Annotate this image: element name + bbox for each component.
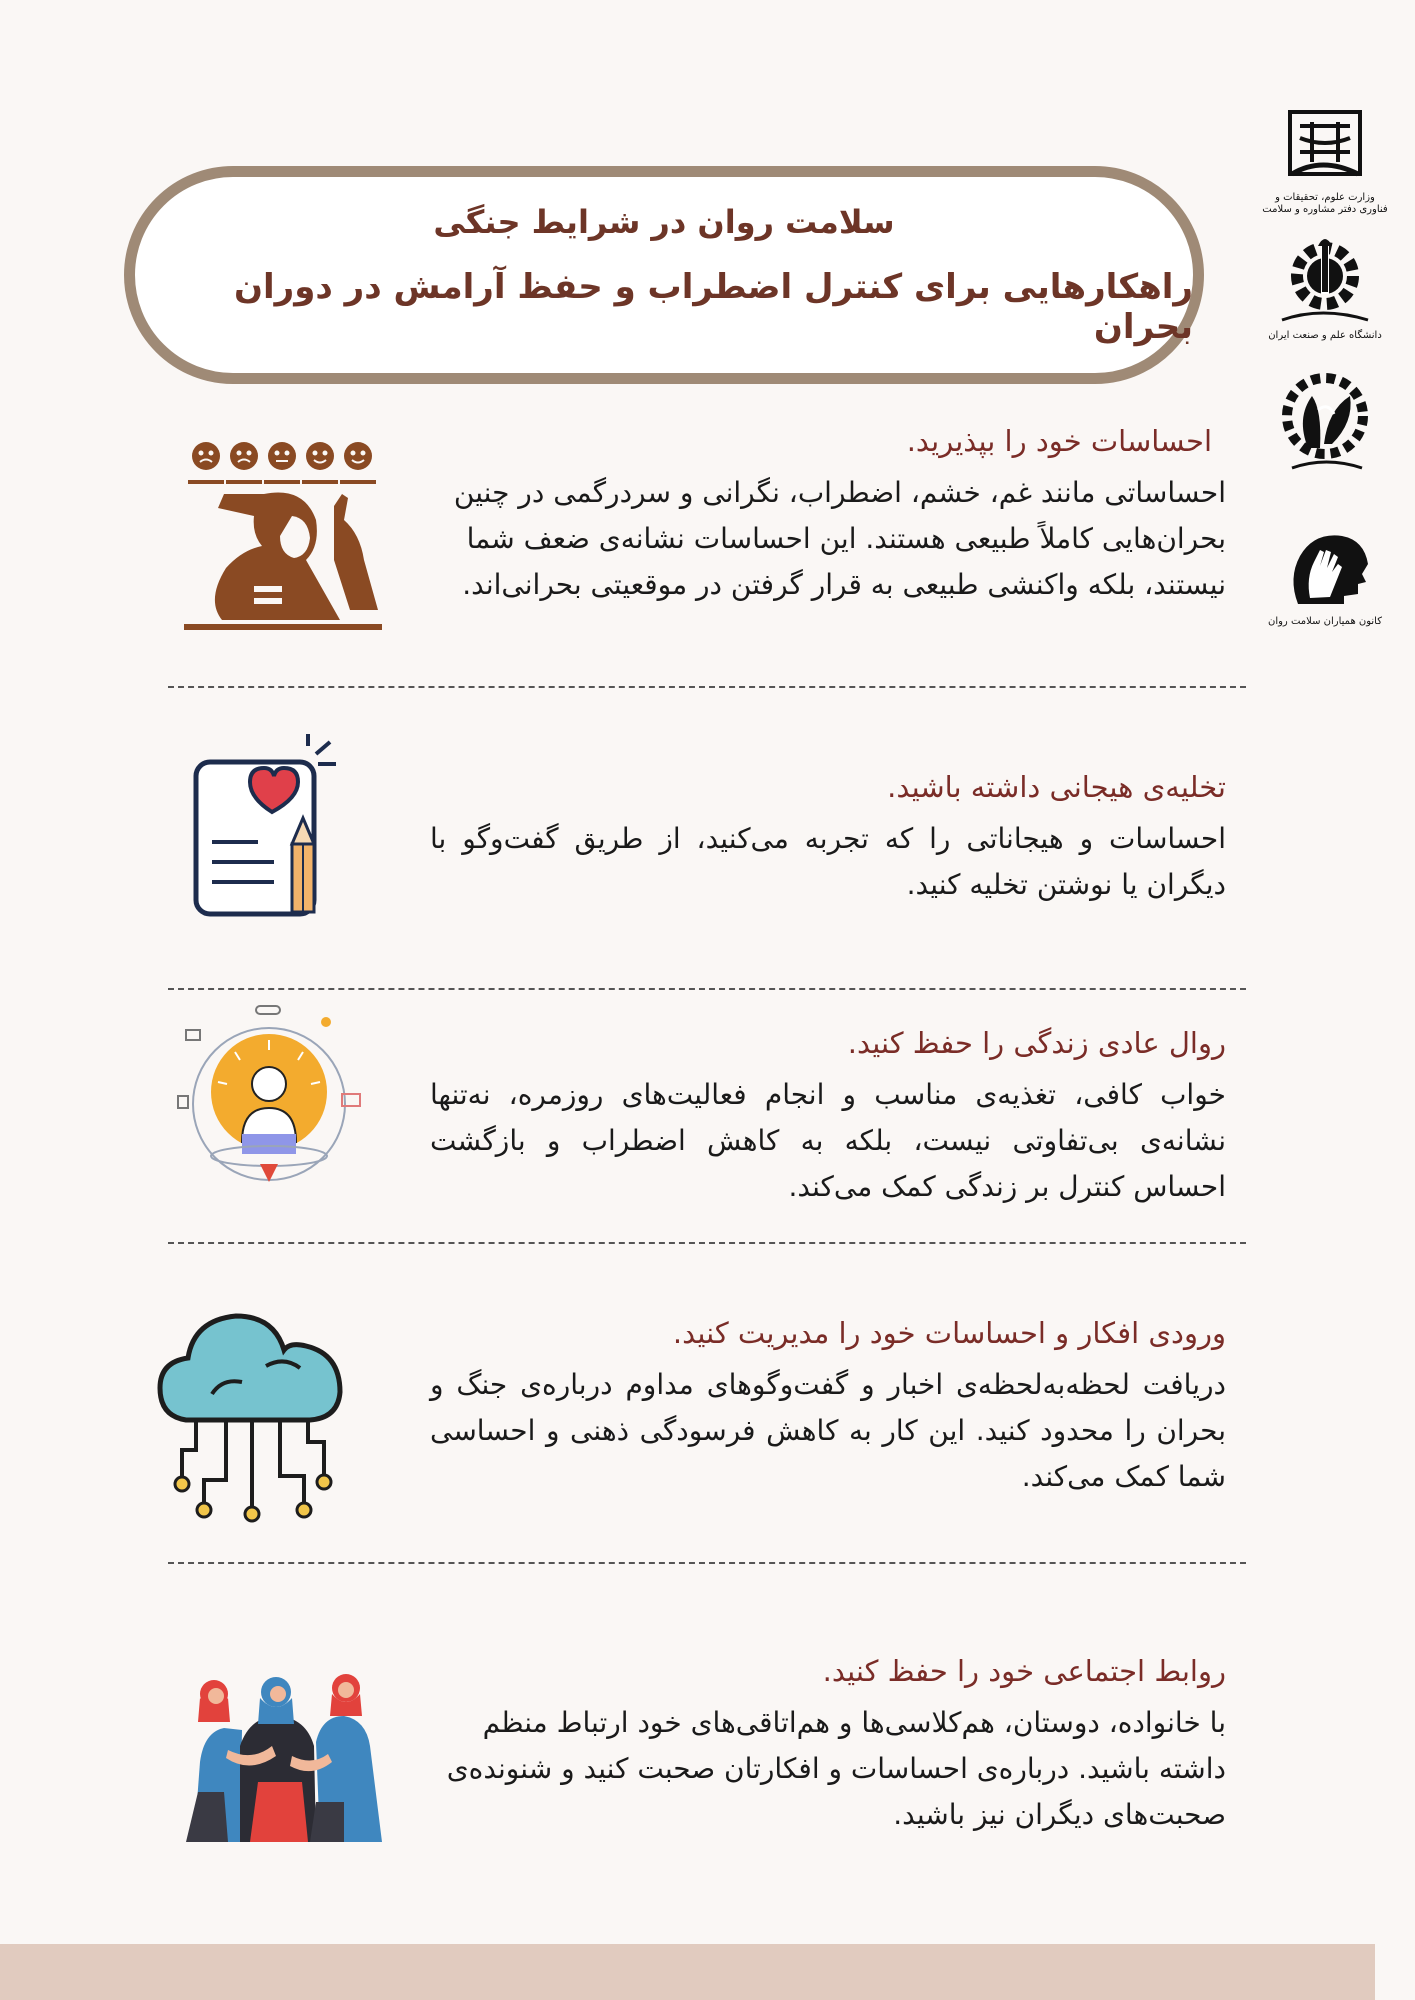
daily-routine-person-icon <box>172 1004 366 1212</box>
tip-emotional-release <box>430 770 1226 920</box>
ministry-logo <box>1262 108 1388 216</box>
ministry-logo-icon <box>1262 108 1388 188</box>
heart-note-pencil-icon <box>190 734 348 926</box>
tip-body: با خانواده، دوستان، هم‌کلاسی‌ها و هم‌اتاقی‌های خود ارتباط منظم داشته باشید. درباره‌ی احساسات و افکارتان صحبت کنید و شنونده‌ی صحبت‌های دیگران نیز باشید. <box>446 1706 1226 1831</box>
tip-title: تخلیه‌ی هیجانی داشته باشید. <box>887 770 1226 804</box>
university-logo-caption: دانشگاه علم و صنعت ایران <box>1268 330 1382 341</box>
leaf-gear-logo-icon <box>1262 370 1388 480</box>
gear-torch-logo-icon <box>1262 234 1388 326</box>
section-divider <box>168 686 1246 688</box>
tip-body: خواب کافی، تغذیه‌ی مناسب و انجام فعالیت‌های روزمره، نه‌تنها نشانه‌ی بی‌تفاوتی نیست، بلکه به کاهش اضطراب و بازگشت احساس کنترل بر زندگی کمک می‌کند. <box>430 1078 1226 1203</box>
center-logo <box>1262 370 1388 484</box>
peer-support-logo-caption: کانون همیاران سلامت روان <box>1267 616 1382 627</box>
tip-body: احساسات و هیجاناتی را که تجربه می‌کنید، از طریق گفت‌وگو با دیگران یا نوشتن تخلیه کنید. <box>430 822 1226 901</box>
footer-band <box>0 1944 1375 2000</box>
women-hugging-icon <box>180 1664 384 1842</box>
tip-accept-feelings <box>430 424 1226 660</box>
tip-title: ورودی افکار و احساسات خود را مدیریت کنید. <box>672 1316 1226 1350</box>
tip-title: احساسات خود را بپذیرید. <box>906 424 1212 458</box>
mood-faces-person-icon <box>184 436 384 634</box>
page-title: سلامت روان در شرایط جنگی <box>433 203 895 241</box>
tip-body: دریافت لحظه‌به‌لحظه‌ی اخبار و گفت‌وگوهای مداوم درباره‌ی جنگ و بحران را محدود کنید. این کار به کاهش فرسودگی ذهنی و احساسی شما کمک می‌کند. <box>430 1368 1226 1493</box>
section-divider <box>168 1562 1246 1564</box>
tip-social-relations <box>430 1654 1226 1844</box>
page-subtitle: راهکارهایی برای کنترل اضطراب و حفظ آرامش در دوران بحران <box>234 267 1193 347</box>
university-logo <box>1262 234 1388 342</box>
peer-support-logo <box>1262 528 1388 628</box>
section-divider <box>168 1242 1246 1244</box>
tip-title: روابط اجتماعی خود را حفظ کنید. <box>822 1654 1226 1688</box>
section-divider <box>168 988 1246 990</box>
tip-body: احساساتی مانند غم، خشم، اضطراب، نگرانی و سردرگمی در چنین بحران‌هایی کاملاً طبیعی هستند. این احساسات نشانه‌ی ضعف شما نیستند، بلکه واکنشی طبیعی به قرار گرفتن در موقعیتی بحرانی‌اند. <box>453 476 1226 601</box>
ministry-logo-caption: وزارت علوم، تحقیقات و فناوری دفتر مشاوره و سلامت <box>1262 192 1388 215</box>
head-hand-logo-icon <box>1262 528 1388 612</box>
tip-title: روال عادی زندگی را حفظ کنید. <box>847 1026 1226 1060</box>
tip-manage-input <box>430 1316 1226 1506</box>
cloud-network-icon <box>156 1308 348 1524</box>
title-banner <box>124 166 1204 384</box>
tip-daily-routine <box>430 1026 1226 1216</box>
